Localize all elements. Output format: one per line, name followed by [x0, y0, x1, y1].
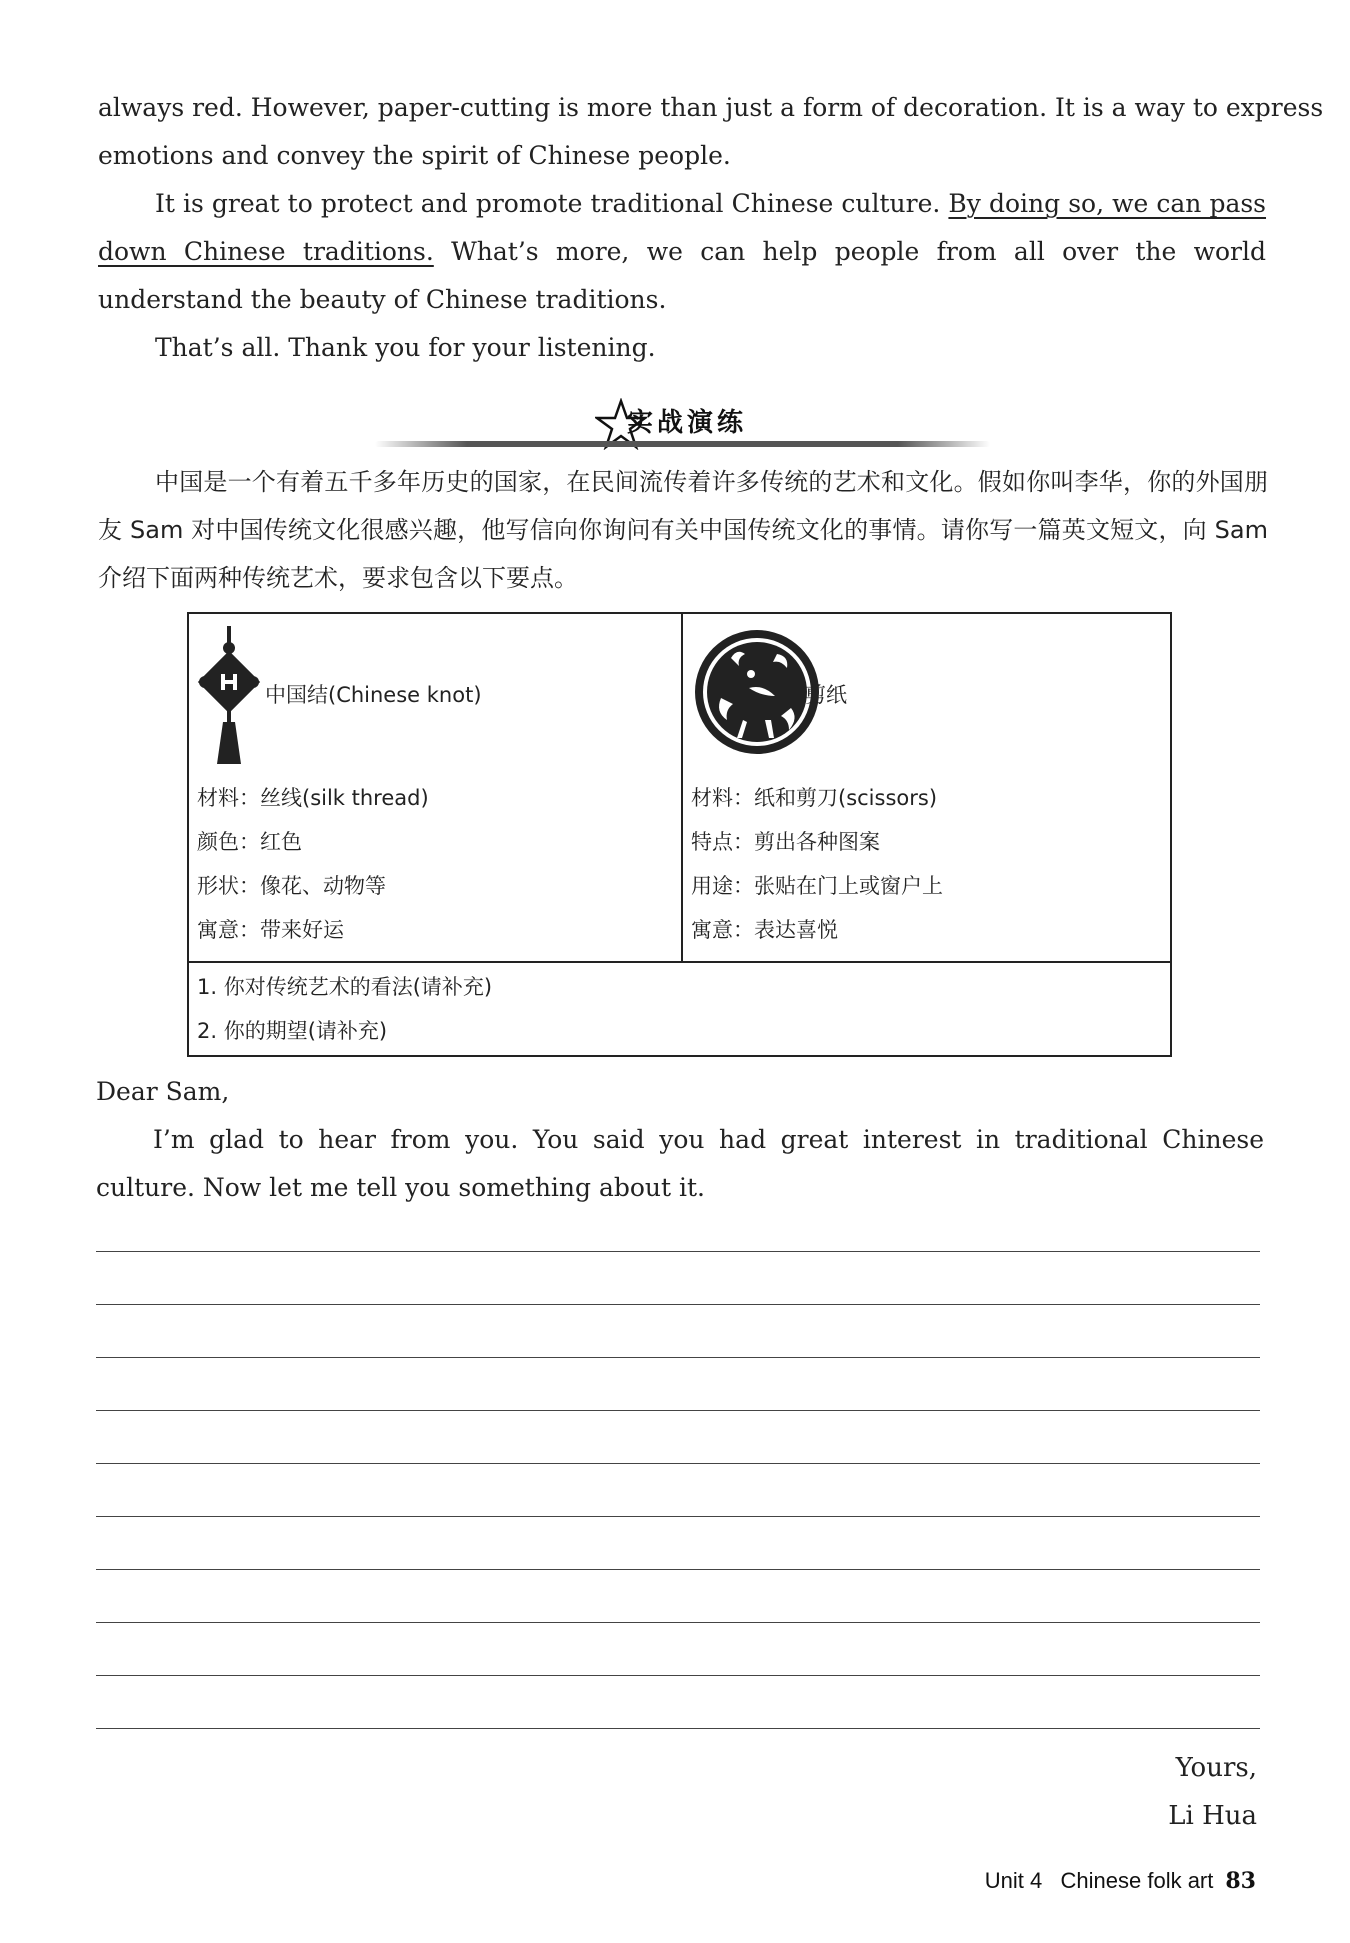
papercut-meaning: 寓意：表达喜悦	[691, 918, 838, 942]
writing-line[interactable]	[96, 1622, 1260, 1623]
task-prompt: 中国是一个有着五千多年历史的国家，在民间流传着许多传统的艺术和文化。假如你叫李华，你的外国朋友 Sam 对中国传统文化很感兴趣，他写信向你询问有关中国传统文化的事情。请你写一篇英文短文，向 Sam 介绍下面两种传统艺术，要求包含以下要点。	[98, 468, 1268, 592]
writing-line[interactable]	[96, 1251, 1260, 1252]
letter-greeting: Dear Sam,	[96, 1077, 230, 1106]
passage-line-1: always red. However, paper-cutting is more than just a form of decoration. It is a way to express	[98, 93, 1324, 122]
footer-unit: Unit 4 Chinese folk art	[984, 1868, 1214, 1893]
letter-body: I’m glad to hear from you. You said you had great interest in traditional Chinese culture. Now let me tell you something about it.	[96, 1125, 1264, 1202]
writing-line[interactable]	[96, 1728, 1260, 1729]
passage-p2-start: It is great to protect and promote traditional Chinese culture.	[155, 189, 949, 218]
papercut-feature: 特点：剪出各种图案	[691, 830, 880, 854]
knot-meaning: 寓意：带来好运	[197, 918, 344, 942]
section-title-label: 实战演练	[627, 408, 748, 438]
passage-p2-end: What’s more, we can help people from all over the world understand the beauty of Chinese traditions.	[98, 237, 1266, 314]
knot-material: 材料：丝线(silk thread)	[197, 786, 429, 810]
passage-paragraph-2	[98, 180, 1266, 324]
knot-color: 颜色：红色	[197, 830, 302, 854]
table-col-paper-cutting	[683, 614, 1172, 961]
writing-line[interactable]	[96, 1357, 1260, 1358]
passage-paragraph-3: That’s all. Thank you for your listening.	[155, 333, 656, 362]
writing-line[interactable]	[96, 1675, 1260, 1676]
info-table	[187, 612, 1172, 1057]
writing-line[interactable]	[96, 1410, 1260, 1411]
chinese-knot-icon	[197, 626, 261, 766]
page-number: 83	[1225, 1868, 1256, 1894]
passage-line-2: emotions and convey the spirit of Chinese people.	[98, 141, 731, 170]
knot-name: 中国结(Chinese knot)	[265, 683, 482, 707]
underlined-sentence: By doing so, we can pass down Chinese traditions.	[98, 189, 1267, 266]
papercut-material: 材料：纸和剪刀(scissors)	[691, 786, 938, 810]
writing-line[interactable]	[96, 1516, 1260, 1517]
writing-line[interactable]	[96, 1463, 1260, 1464]
letter-signature: Li Hua	[1168, 1801, 1257, 1831]
writing-line[interactable]	[96, 1569, 1260, 1570]
page-footer	[985, 1868, 1256, 1894]
writing-line[interactable]	[96, 1304, 1260, 1305]
table-requirements	[189, 961, 1170, 1057]
knot-shape: 形状：像花、动物等	[197, 874, 386, 898]
letter-closing: Yours,	[1175, 1753, 1257, 1783]
table-col-chinese-knot	[189, 614, 683, 961]
papercut-name: 剪纸	[805, 683, 847, 707]
requirement-1: 1. 你对传统艺术的看法(请补充)	[197, 975, 493, 999]
section-title-rule	[375, 441, 990, 447]
papercut-usage: 用途：张贴在门上或窗户上	[691, 874, 943, 898]
requirement-2: 2. 你的期望(请补充)	[197, 1019, 388, 1043]
